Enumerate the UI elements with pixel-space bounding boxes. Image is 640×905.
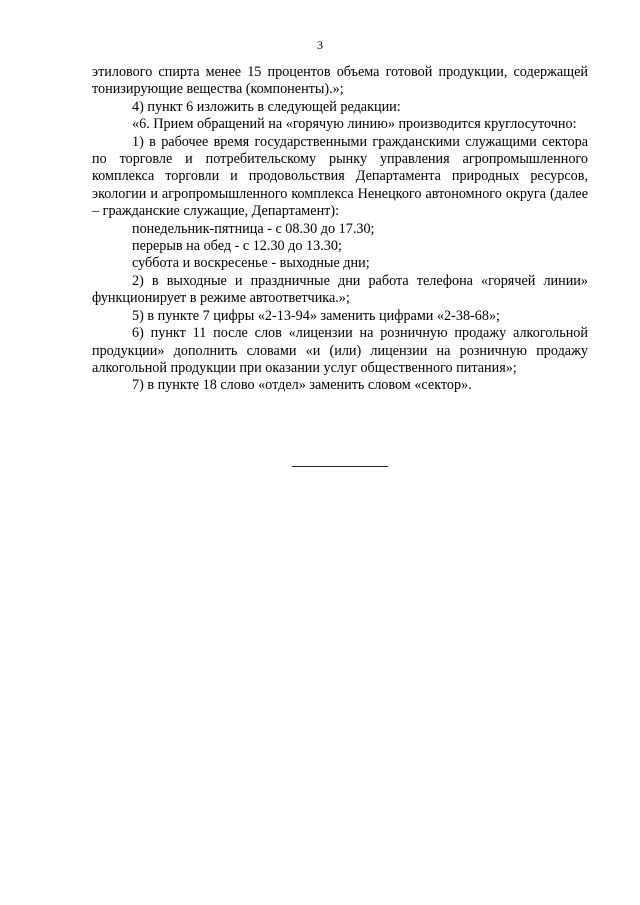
paragraph-subitem-1: 1) в рабочее время государственными гражданскими служащими сектора по торговле и потребительскому рынку управления агропромышленного комплекса торговли и продовольствия Департамента природных ресурсов, экологии и агропромышленного комплекса Ненецкого автономного округа (далее – гражданские служащие, Департамент): <box>92 133 588 220</box>
schedule-weekend: суббота и воскресенье - выходные дни; <box>132 255 370 272</box>
paragraph-item-4: 4) пункт 6 изложить в следующей редакции: <box>132 98 401 115</box>
paragraph-continuation: этилового спирта менее 15 процентов объема готовой продукции, содержащей тонизирующие вещества (компоненты).»; <box>92 64 588 98</box>
end-divider-line <box>292 466 388 467</box>
paragraph-item-5: 5) в пункте 7 цифры «2-13-94» заменить цифрами «2-38-68»; <box>132 307 500 324</box>
document-body <box>92 64 588 395</box>
schedule-lunch-break: перерыв на обед - с 12.30 до 13.30; <box>132 238 342 255</box>
paragraph-item-6: 6) пункт 11 после слов «лицензии на розничную продажу алкогольной продукции» дополнить словами «и (или) лицензии на розничную продажу алкогольной продукции при оказании услуг общественного питания»; <box>92 325 588 376</box>
schedule-weekdays: понедельник-пятница - с 08.30 до 17.30; <box>132 220 375 237</box>
page-number: 3 <box>317 38 323 52</box>
paragraph-clause-6: «6. Прием обращений на «горячую линию» производится круглосуточно: <box>132 116 577 133</box>
paragraph-subitem-2: 2) в выходные и праздничные дни работа телефона «горячей линии» функционирует в режиме автоответчика.»; <box>92 272 588 307</box>
paragraph-item-7: 7) в пункте 18 слово «отдел» заменить словом «сектор». <box>132 377 472 394</box>
